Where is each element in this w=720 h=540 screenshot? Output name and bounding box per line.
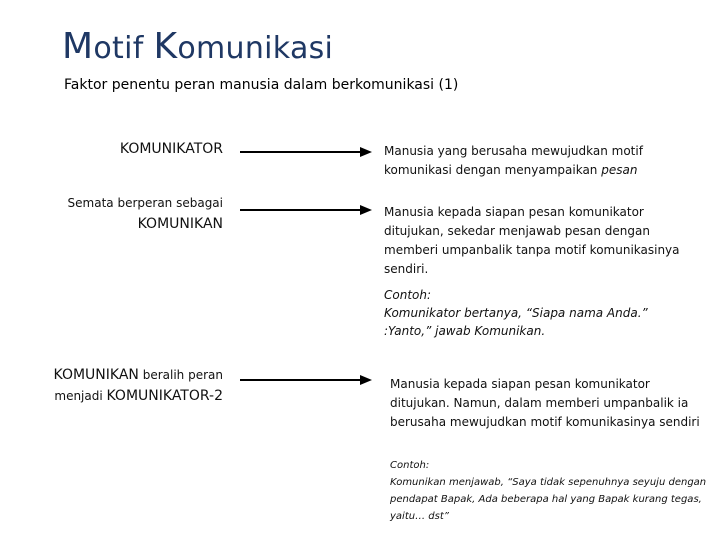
description-komunikator-text: Manusia yang berusaha mewujudkan motif komunikasi dengan menyampaikan [384,144,643,177]
title-initial-k: K [153,26,178,67]
example-komunikator-2-text: Komunikan menjawab, “Saya tidak sepenuhnya seyuju dengan pendapat Bapak, Ada beberapa hal yang Bapak kurang tegas, yaitu… dst” [390,477,707,522]
title-word-rest-2: omunikasi [177,31,334,66]
role-komunikator-2-small-1: beralih peran [138,368,223,382]
role-komunikator-2 [0,364,223,406]
role-komunikator [3,141,223,157]
role-komunikator-2-big-1: KOMUNIKAN [53,367,139,383]
role-komunikator-2-big-2: KOMUNIKATOR-2 [106,388,223,404]
description-komunikator [384,142,684,180]
example-komunikator-2 [390,457,708,525]
arrow-right-icon [238,145,374,159]
example-komunikan-label: Contoh: [384,288,432,302]
description-komunikator-italic: pesan [601,163,638,177]
example-komunikan-line-2: :Yanto,” jawab Komunikan. [384,324,546,338]
role-komunikan [0,194,223,236]
role-komunikan-prefix: Semata berperan sebagai [67,196,223,210]
role-komunikator-label: KOMUNIKATOR [119,141,223,157]
role-komunikator-2-small-2: menjadi [54,389,107,403]
example-komunikan-line-1: Komunikator bertanya, “Siapa nama Anda.” [384,306,648,320]
arrow-right-icon [238,373,374,387]
description-komunikan: Manusia kepada siapan pesan komunikator ditujukan, sekedar menjawab pesan dengan memberi umpanbalik tanpa motif komunikasinya sendiri. [384,205,680,276]
example-komunikator-2-label: Contoh: [390,460,430,471]
example-komunikan [384,286,704,340]
arrow-right-icon [238,203,374,217]
description-komunikator-2: Manusia kepada siapan pesan komunikator ditujukan. Namun, dalam memberi umpanbalik ia berusaha mewujudkan motif komunikasinya sendiri [390,377,700,429]
title-word-rest-1: otif [93,31,154,66]
slide-title [62,26,333,67]
role-komunikan-label: KOMUNIKAN [137,216,223,232]
title-initial-m: M [62,26,94,67]
slide-subtitle: Faktor penentu peran manusia dalam berkomunikasi (1) [64,77,459,93]
